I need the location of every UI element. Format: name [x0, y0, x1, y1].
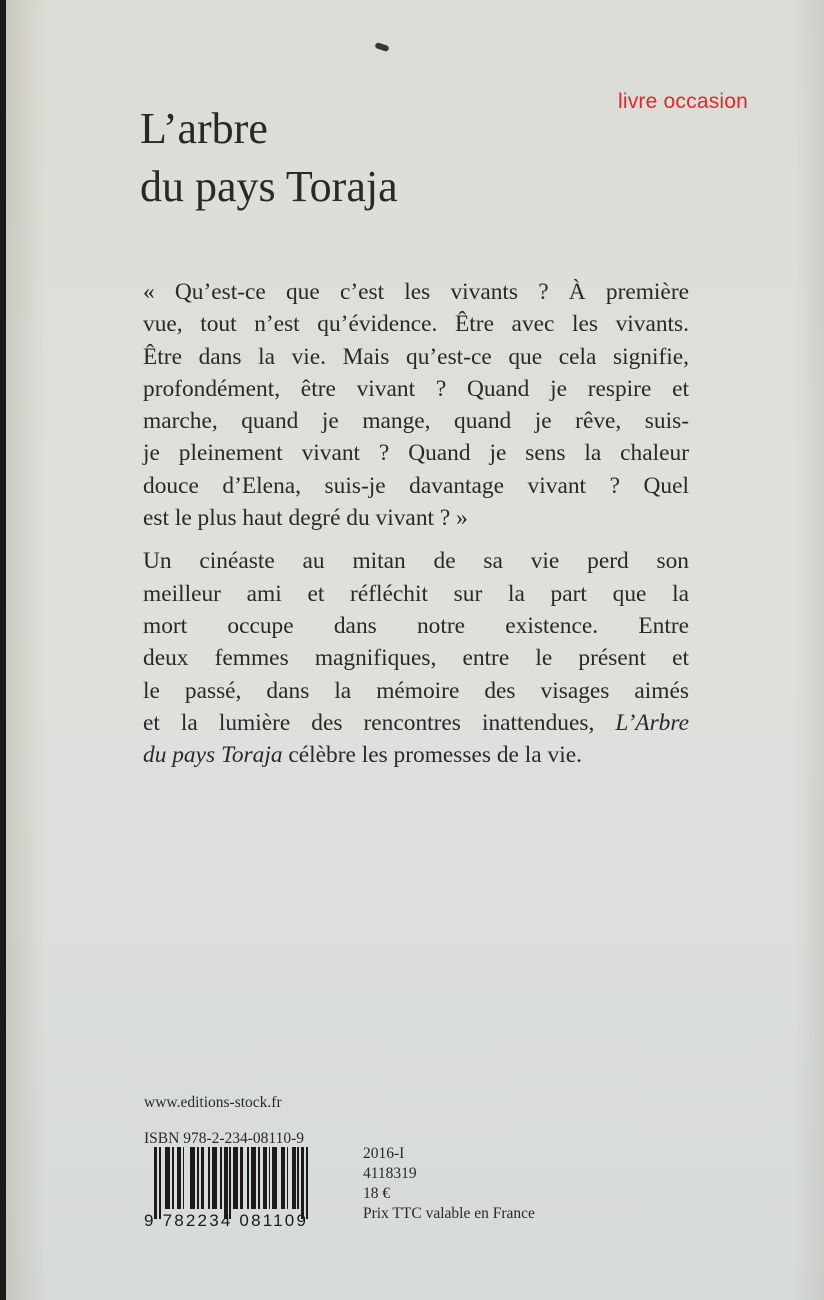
summary-line: mort occupe dans notre existence. Entre: [143, 612, 689, 639]
book-title-italic: L’Arbre: [615, 709, 689, 736]
price: 18 €: [363, 1185, 391, 1202]
summary-line: le passé, dans la mémoire des visages aimés: [143, 677, 689, 704]
barcode-bar: [229, 1147, 231, 1219]
barcode-bar: [251, 1147, 256, 1209]
quote-line: « Qu’est-ce que c’est les vivants ? À première: [143, 279, 689, 305]
barcode-bar: [197, 1147, 199, 1209]
barcode-bar: [190, 1147, 195, 1209]
quote-line: profondément, être vivant ? Quand je respire et: [143, 375, 689, 402]
title-line-1: L’arbre: [140, 104, 268, 153]
blurb-quote: [143, 276, 689, 534]
barcode-bar: [177, 1147, 180, 1209]
barcode: [144, 1147, 312, 1233]
quote-line: je pleinement vivant ? Quand je sens la chaleur: [143, 440, 689, 467]
summary-line: [143, 707, 689, 739]
barcode-bar: [287, 1147, 289, 1209]
barcode-bar: [212, 1147, 217, 1209]
barcode-bar: [208, 1147, 210, 1209]
summary-line: deux femmes magnifiques, entre le présent et: [143, 645, 689, 672]
barcode-bar: [240, 1147, 243, 1209]
paper-speck: [374, 42, 389, 52]
quote-line: vue, tout n’est qu’évidence. Être avec les vivants.: [143, 311, 689, 338]
barcode-bar: [281, 1147, 284, 1209]
barcode-bar: [269, 1147, 271, 1209]
edition-code: 2016-I: [363, 1145, 405, 1162]
barcode-digits: 9 782234 081109: [144, 1211, 309, 1230]
catalog-number: 4118319: [363, 1165, 417, 1182]
barcode-bar: [292, 1147, 295, 1209]
barcode-bar: [159, 1147, 161, 1219]
barcode-bar: [233, 1147, 238, 1209]
summary-text: célèbre les promesses de la vie.: [282, 742, 582, 769]
barcode-bar: [247, 1147, 249, 1209]
quote-line: est le plus haut degré du vivant ? »: [143, 505, 468, 532]
summary-line: [143, 739, 689, 771]
blurb-summary: [143, 545, 689, 771]
barcode-bar: [272, 1147, 277, 1209]
quote-line: douce d’Elena, suis-je davantage vivant ? Quel: [143, 472, 689, 499]
barcode-bar: [183, 1147, 185, 1209]
quote-line: Être dans la vie. Mais qu’est-ce que cela signifie,: [143, 343, 689, 370]
summary-line: meilleur ami et réfléchit sur la part que la: [143, 580, 689, 607]
summary-line: Un cinéaste au mitan de sa vie perd son: [143, 548, 689, 575]
price-note: Prix TTC valable en France: [363, 1205, 535, 1222]
barcode-bar: [263, 1147, 266, 1209]
summary-text: et la lumière des rencontres inattendues,: [143, 709, 616, 736]
book-title-italic: du pays Toraja: [143, 742, 283, 769]
used-book-stamp: livre occasion: [618, 90, 749, 113]
publication-info: [363, 1144, 535, 1224]
barcode-bar: [154, 1147, 157, 1219]
barcode-bars: [154, 1147, 308, 1217]
quote-line: marche, quand je mange, quand je rêve, suis-: [143, 408, 689, 435]
barcode-bar: [201, 1147, 204, 1209]
book-title: [140, 100, 398, 216]
barcode-bar: [297, 1147, 299, 1209]
barcode-bar: [220, 1147, 222, 1209]
barcode-bar: [306, 1147, 308, 1219]
barcode-bar: [172, 1147, 174, 1209]
book-back-cover: [6, 0, 824, 1300]
publisher-website: www.editions-stock.fr: [144, 1094, 282, 1111]
title-line-2: du pays Toraja: [140, 162, 398, 211]
blurb: [143, 276, 689, 771]
barcode-bar: [165, 1147, 170, 1209]
barcode-bar: [258, 1147, 260, 1209]
barcode-bar: [301, 1147, 304, 1219]
barcode-bar: [224, 1147, 227, 1219]
isbn: ISBN 978-2-234-08110-9: [144, 1130, 305, 1147]
